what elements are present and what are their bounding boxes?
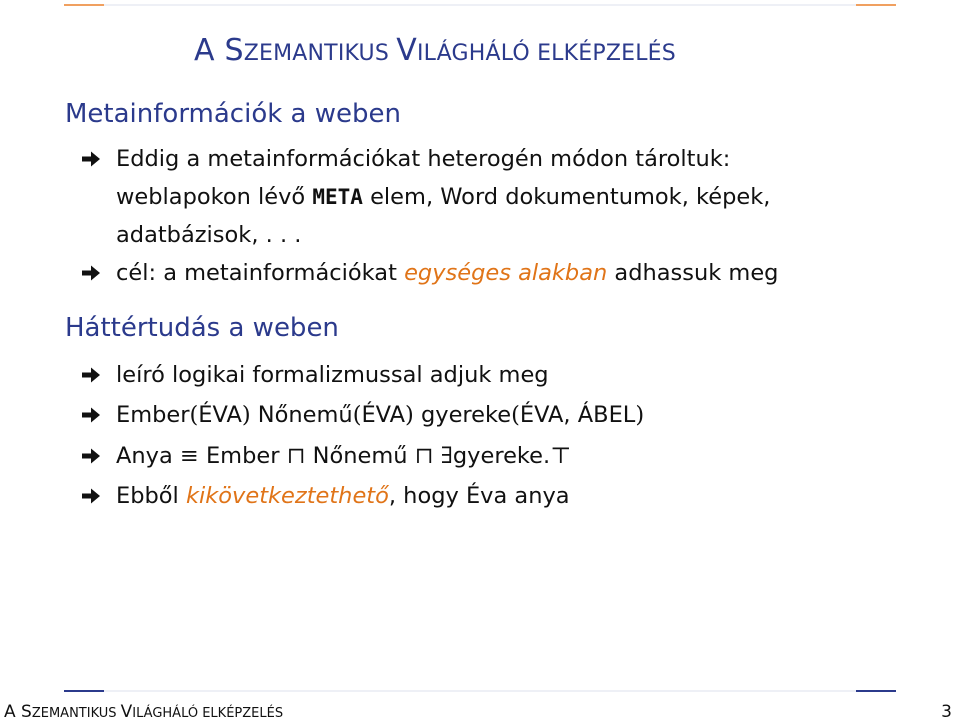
- slide-title: A SZEMANTIKUS VILÁGHÁLÓ ELKÉPZELÉS: [194, 33, 676, 68]
- arrow-right-icon: [80, 477, 102, 515]
- arrow-right-icon: [80, 356, 102, 394]
- footer-rule-right: [856, 690, 896, 692]
- bullet-item-inference: Ebből kikövetkeztethető, hogy Éva anya: [80, 477, 880, 515]
- footer-title: A SZEMANTIKUS VILÁGHÁLÓ ELKÉPZELÉS: [4, 702, 284, 722]
- arrow-right-icon: [80, 437, 102, 475]
- header-rule-middle: [104, 4, 856, 6]
- bullet-item-goal: cél: a metainformációkat egységes alakban adhassuk meg: [80, 254, 880, 292]
- bullet-item-description-logic: leíró logikai formalizmussal adjuk meg: [80, 356, 880, 394]
- footer-rule-middle: [104, 690, 856, 692]
- arrow-right-icon: [80, 254, 102, 292]
- footer-rule-left: [64, 690, 104, 692]
- page-number: 3: [941, 702, 952, 722]
- bullet-item-axiom: Anya ≡ Ember ⊓ Nőnemű ⊓ ∃gyereke.⊤: [80, 437, 880, 475]
- header-rule-left: [64, 4, 104, 6]
- section-heading-metainformation: Metainformációk a weben: [65, 99, 401, 129]
- arrow-right-icon: [80, 396, 102, 434]
- header-rule-right: [856, 4, 896, 6]
- bullet-item-facts: Ember(ÉVA) Nőnemű(ÉVA) gyereke(ÉVA, ÁBEL): [80, 396, 880, 434]
- arrow-right-icon: [80, 140, 102, 178]
- section-heading-background-knowledge: Háttértudás a weben: [65, 313, 339, 343]
- bullet-item-heterogeneous: Eddig a metainformációkat heterogén módon tároltuk: weblapokon lévő META elem, Word dokumentumok, képek, adatbázisok, . . .: [80, 140, 880, 254]
